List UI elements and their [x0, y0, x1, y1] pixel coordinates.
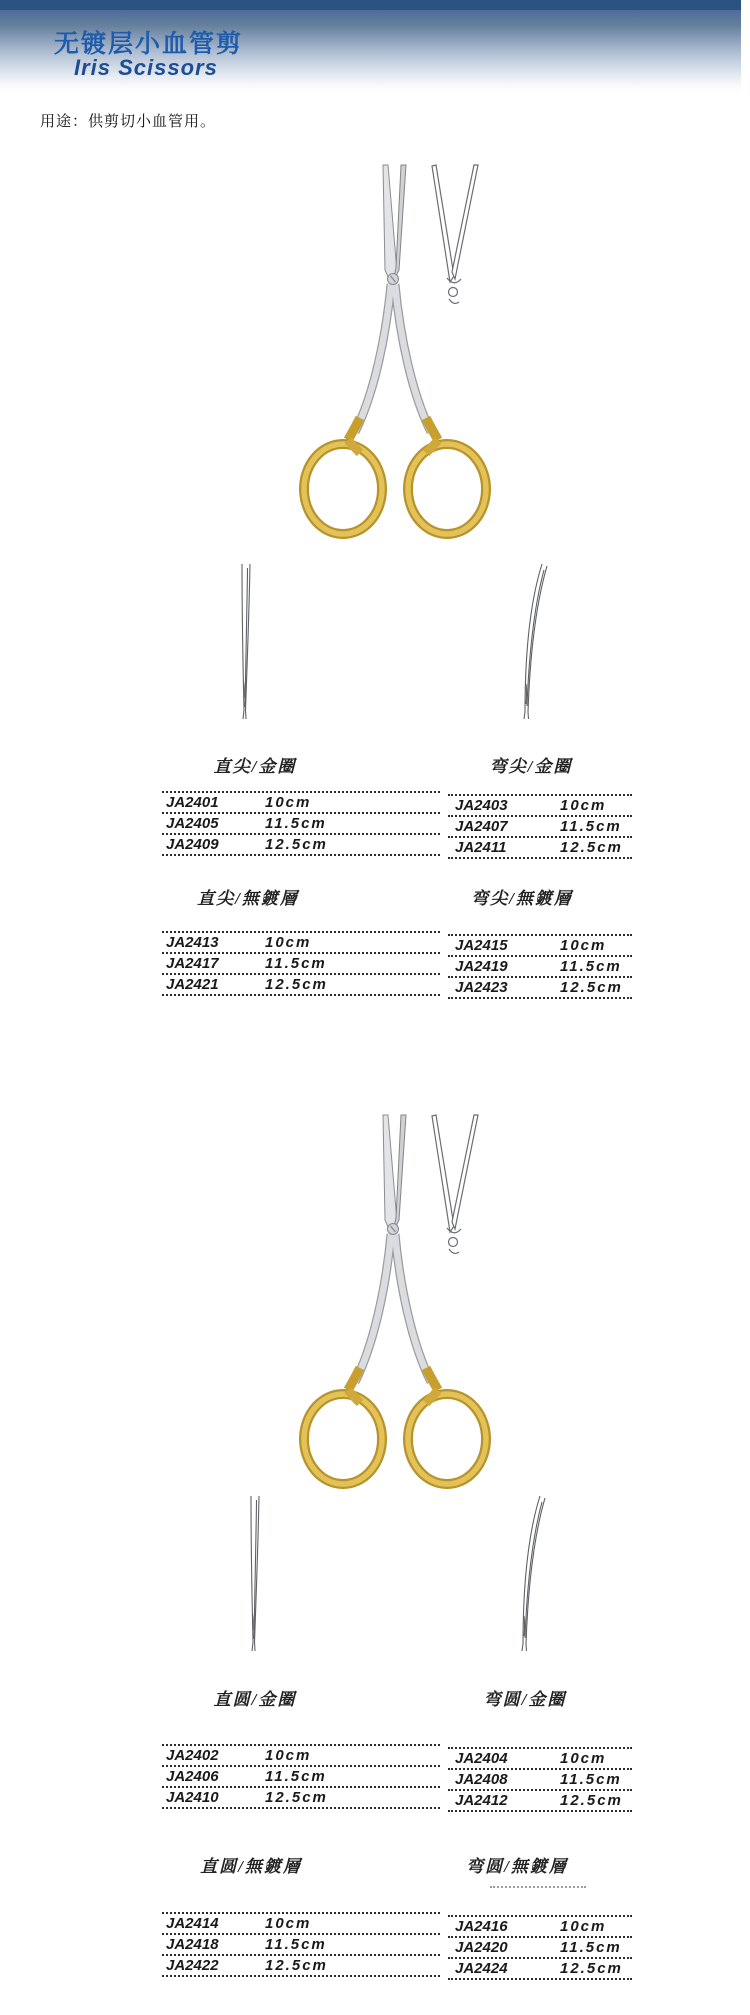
product-code: JA2415	[455, 937, 508, 954]
table-straight-round-goldring	[162, 1744, 440, 1809]
product-size: 10cm	[560, 1918, 607, 1935]
tip-detail-curved-icon	[514, 1494, 548, 1659]
product-code: JA2404	[455, 1750, 508, 1767]
section-header-curved-sharp-uncoated: 弯尖/無鍍層	[471, 889, 573, 908]
table-row	[448, 934, 632, 955]
product-code: JA2405	[166, 815, 219, 832]
table-row	[448, 1747, 632, 1768]
product-code: JA2403	[455, 797, 508, 814]
product-code: JA2407	[455, 818, 508, 835]
table-row	[162, 1954, 440, 1977]
product-code: JA2423	[455, 979, 508, 996]
product-code: JA2406	[166, 1768, 219, 1785]
product-size: 11.5cm	[560, 958, 622, 975]
scissors-image	[298, 162, 492, 547]
table-row	[448, 1789, 632, 1812]
section-header-straight-round-uncoated: 直圆/無鍍層	[200, 1857, 302, 1876]
table-row	[162, 973, 440, 996]
product-code: JA2414	[166, 1915, 219, 1932]
product-size: 11.5cm	[560, 1771, 622, 1788]
product-size: 10cm	[265, 1915, 312, 1932]
header-top-bar	[0, 0, 741, 10]
product-size: 11.5cm	[265, 815, 327, 832]
table-row	[162, 791, 440, 812]
product-code: JA2420	[455, 1939, 508, 1956]
product-size: 10cm	[265, 794, 312, 811]
tip-detail-straight-icon	[234, 562, 258, 727]
product-size: 11.5cm	[265, 1936, 327, 1953]
product-size: 10cm	[560, 937, 607, 954]
product-code: JA2401	[166, 794, 219, 811]
product-code: JA2421	[166, 976, 219, 993]
product-size: 12.5cm	[560, 1960, 623, 1977]
table-straight-sharp-uncoated	[162, 931, 440, 996]
table-straight-sharp-goldring	[162, 791, 440, 856]
section-header-straight-sharp-goldring: 直尖/金圈	[213, 757, 297, 776]
table-row	[162, 931, 440, 952]
section-header-straight-sharp-uncoated: 直尖/無鍍層	[197, 889, 299, 908]
product-code: JA2412	[455, 1792, 508, 1809]
product-size: 10cm	[265, 1747, 312, 1764]
product-code: JA2411	[455, 839, 507, 856]
table-row	[448, 955, 632, 976]
product-code: JA2417	[166, 955, 219, 972]
table-straight-round-uncoated	[162, 1912, 440, 1977]
table-row	[162, 833, 440, 856]
product-code: JA2419	[455, 958, 508, 975]
product-code: JA2402	[166, 1747, 219, 1764]
product-size: 11.5cm	[265, 1768, 327, 1785]
table-curved-round-uncoated	[448, 1915, 632, 1980]
tip-detail-straight-icon	[243, 1494, 267, 1659]
scissors-image	[298, 1112, 492, 1497]
product-size: 10cm	[560, 1750, 607, 1767]
page-title-chinese: 无镀层小血管剪	[54, 30, 244, 58]
product-size: 12.5cm	[560, 1792, 623, 1809]
iris-scissors-photo	[298, 162, 492, 552]
product-size: 11.5cm	[265, 955, 327, 972]
product-size: 12.5cm	[265, 836, 328, 853]
product-code: JA2409	[166, 836, 219, 853]
product-size: 12.5cm	[265, 1789, 328, 1806]
section-header-curved-round-uncoated: 弯圆/無鍍層	[466, 1857, 568, 1876]
table-curved-round-goldring	[448, 1747, 632, 1812]
product-code: JA2424	[455, 1960, 508, 1977]
section-header-curved-round-goldring: 弯圆/金圈	[483, 1690, 567, 1709]
product-code: JA2418	[166, 1936, 219, 1953]
table-row	[162, 812, 440, 833]
page-title-english: Iris Scissors	[74, 55, 218, 80]
tip-detail-curved-icon	[516, 562, 550, 727]
product-size: 10cm	[560, 797, 607, 814]
table-row	[448, 1957, 632, 1980]
table-row	[162, 1933, 440, 1954]
table-row	[448, 1768, 632, 1789]
product-size: 11.5cm	[560, 818, 622, 835]
iris-scissors-photo	[298, 1112, 492, 1502]
table-row	[448, 1936, 632, 1957]
table-row	[162, 952, 440, 973]
product-code: JA2422	[166, 1957, 219, 1974]
product-code: JA2410	[166, 1789, 219, 1806]
product-size: 10cm	[265, 934, 312, 951]
product-size: 12.5cm	[265, 976, 328, 993]
product-code: JA2416	[455, 1918, 508, 1935]
table-row	[162, 1765, 440, 1786]
table-row	[162, 1912, 440, 1933]
table-row	[448, 836, 632, 859]
table-row	[448, 815, 632, 836]
table-row	[448, 1915, 632, 1936]
section-header-straight-round-goldring: 直圆/金圈	[213, 1690, 297, 1709]
table-curved-sharp-uncoated	[448, 934, 632, 999]
product-size: 12.5cm	[265, 1957, 328, 1974]
table-row	[448, 976, 632, 999]
product-code: JA2413	[166, 934, 219, 951]
product-size: 12.5cm	[560, 979, 623, 996]
table-row	[162, 1786, 440, 1809]
usage-note: 用途：供剪切小血管用。	[40, 113, 217, 130]
product-size: 12.5cm	[560, 839, 623, 856]
table-row	[448, 794, 632, 815]
table-curved-sharp-goldring	[448, 794, 632, 859]
table-row	[162, 1744, 440, 1765]
section-header-curved-sharp-goldring: 弯尖/金圈	[489, 757, 573, 776]
product-size: 11.5cm	[560, 1939, 622, 1956]
product-code: JA2408	[455, 1771, 508, 1788]
dotted-line-artifact	[490, 1886, 586, 1888]
